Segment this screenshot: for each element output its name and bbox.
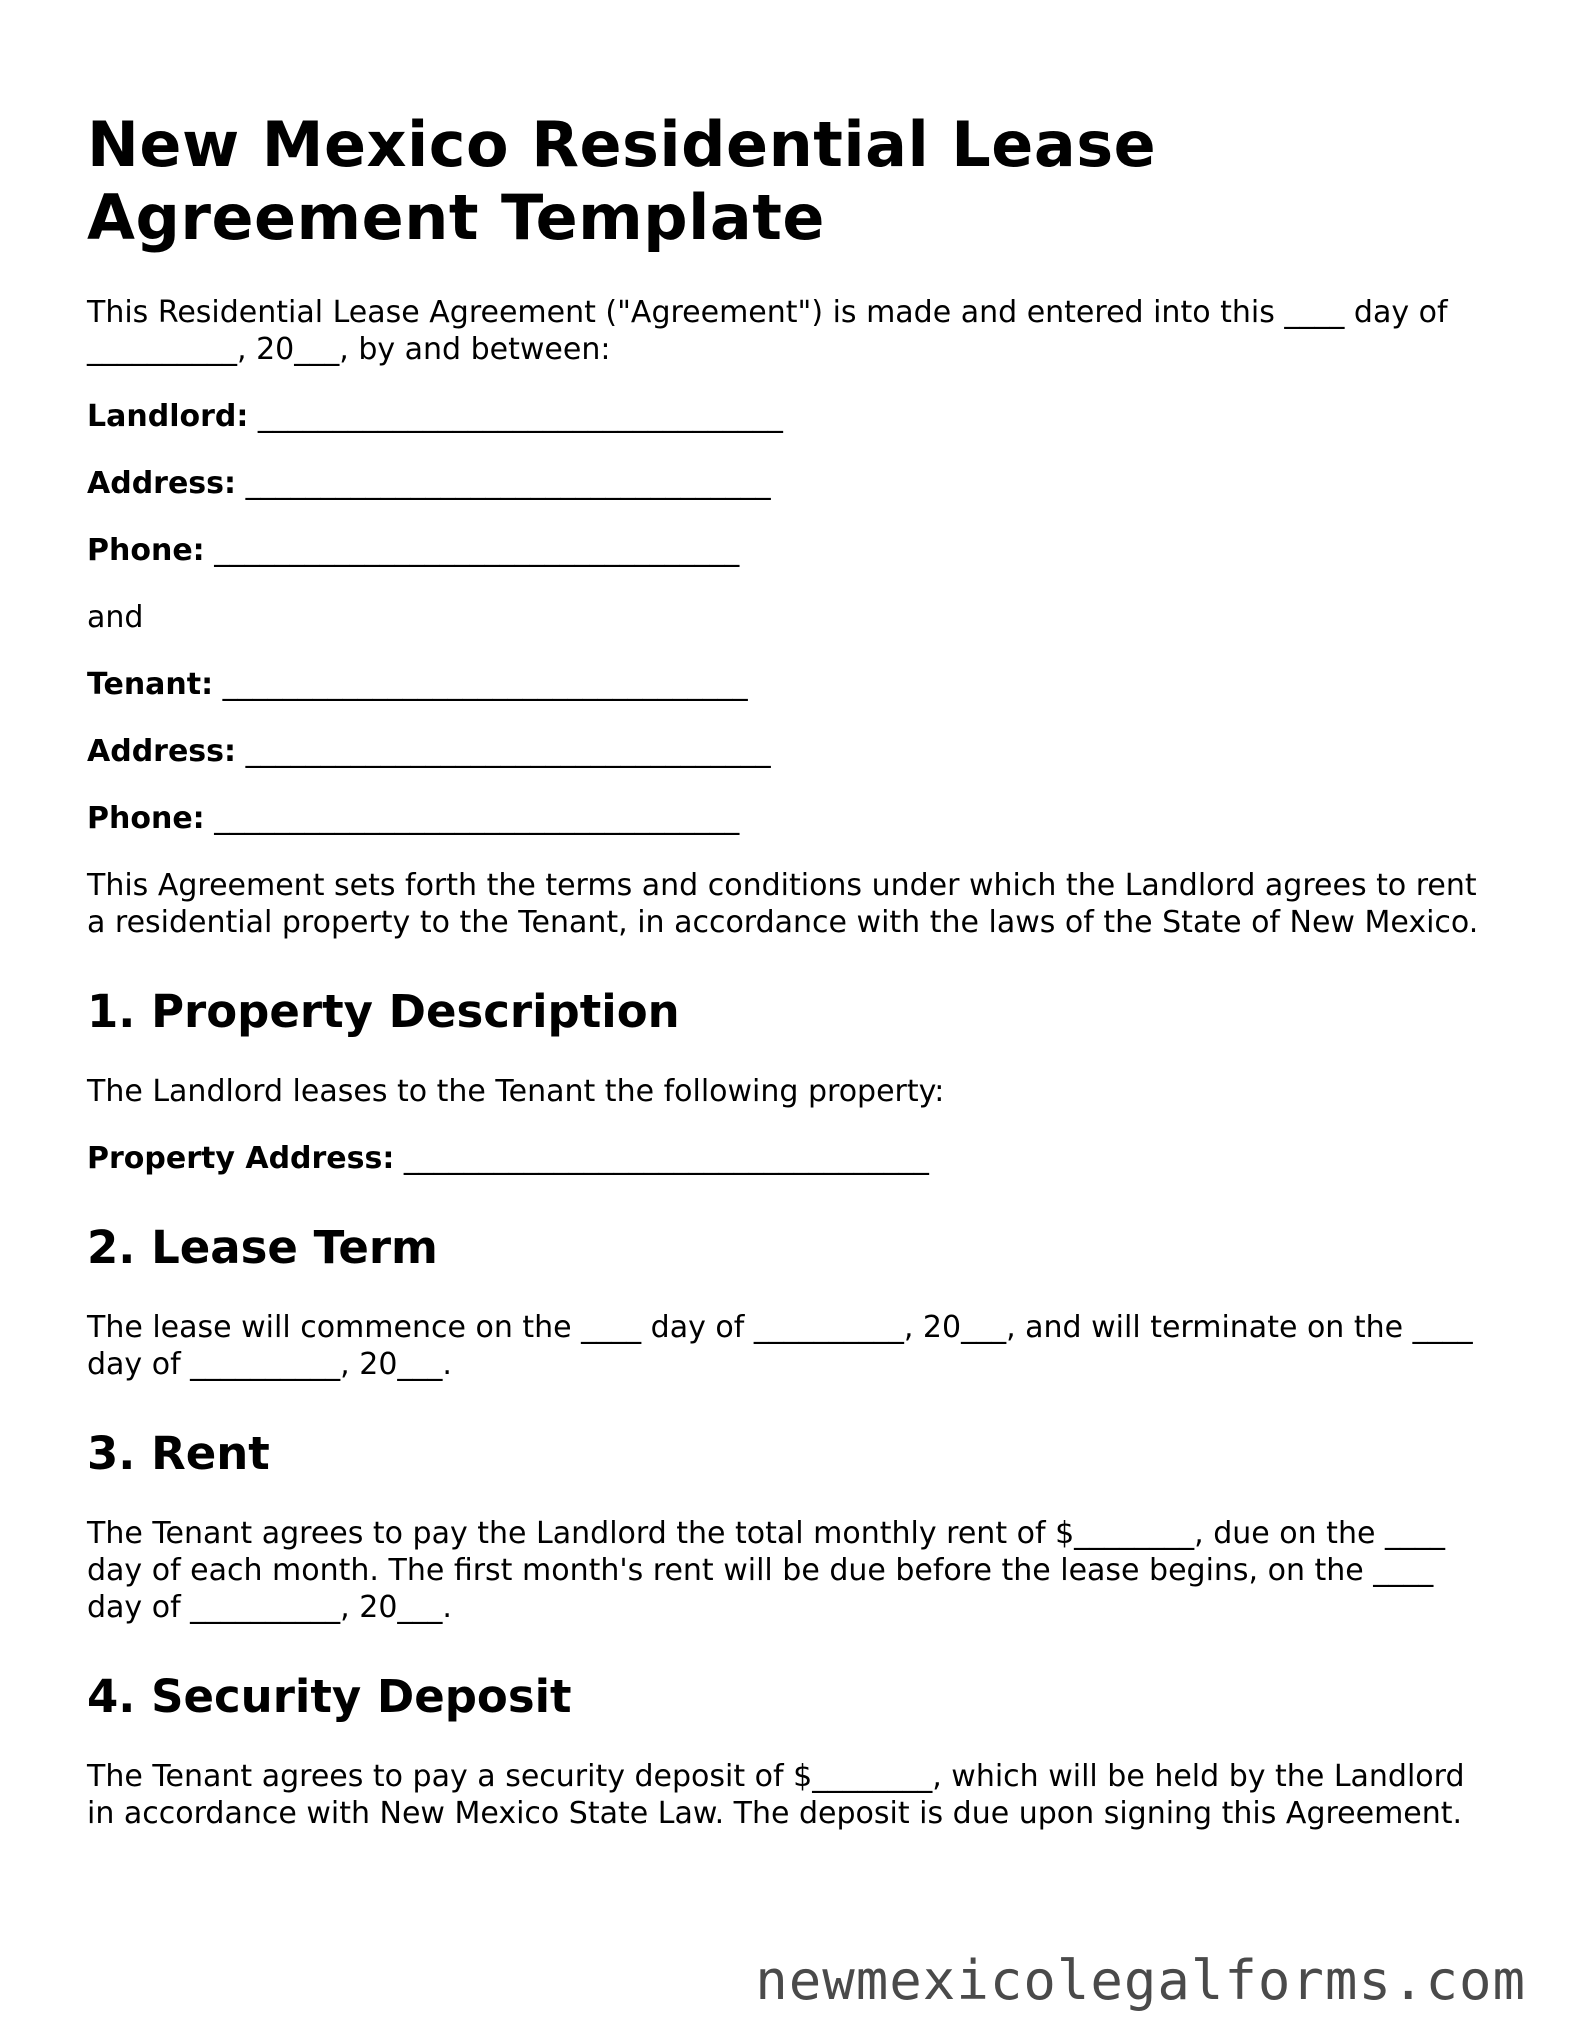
purpose-paragraph: This Agreement sets forth the terms and conditions under which the Landlord agrees to rent a residential property to the Tenant, in accordance with the laws of the State of New Mexico. — [87, 868, 1479, 940]
landlord-phone-field — [87, 532, 1497, 569]
section-heading-rent: 3. Rent — [87, 1427, 270, 1480]
section-heading-property: 1. Property Description — [87, 985, 680, 1038]
landlord-phone-label: Phone: — [87, 533, 205, 568]
section-heading-security-deposit: 4. Security Deposit — [87, 1670, 572, 1723]
landlord-address-label: Address: — [87, 466, 237, 501]
and-text: and — [87, 600, 144, 635]
document-title: New Mexico Residential Lease Agreement Template — [87, 108, 1157, 254]
property-address-label: Property Address: — [87, 1141, 395, 1176]
tenant-address-label: Address: — [87, 734, 237, 769]
tenant-phone-field — [87, 800, 1497, 837]
landlord-address-blank[interactable]: ___________________________________ — [245, 466, 771, 501]
tenant-phone-label: Phone: — [87, 801, 205, 836]
tenant-address-field — [87, 733, 1497, 770]
landlord-name-blank[interactable]: ___________________________________ — [257, 399, 783, 434]
document-page — [87, 108, 1497, 1862]
property-paragraph: The Landlord leases to the Tenant the following property: — [87, 1074, 945, 1109]
tenant-address-blank[interactable]: ___________________________________ — [245, 734, 771, 769]
landlord-phone-blank[interactable]: ___________________________________ — [214, 533, 740, 568]
watermark-text: newmexicolegalforms.com — [755, 1949, 1526, 2012]
tenant-name-blank[interactable]: ___________________________________ — [222, 667, 748, 702]
rent-paragraph: The Tenant agrees to pay the Landlord the total monthly rent of $________, due on the ____ day of each month. The first month's rent will be due before the lease begins, on the ____ day of __________, 20___. — [87, 1516, 1445, 1625]
tenant-phone-blank[interactable]: ___________________________________ — [214, 801, 740, 836]
property-address-field — [87, 1140, 1497, 1177]
landlord-name-field — [87, 398, 1497, 435]
section-heading-lease-term: 2. Lease Term — [87, 1221, 438, 1274]
tenant-name-field — [87, 666, 1497, 703]
security-deposit-paragraph: The Tenant agrees to pay a security deposit of $________, which will be held by the Landlord in accordance with New Mexico State Law. The deposit is due upon signing this Agreement. — [87, 1759, 1465, 1831]
landlord-address-field — [87, 465, 1497, 502]
tenant-name-label: Tenant: — [87, 667, 214, 702]
landlord-name-label: Landlord: — [87, 399, 249, 434]
property-address-blank[interactable]: ___________________________________ — [403, 1141, 929, 1176]
intro-paragraph: This Residential Lease Agreement ("Agreement") is made and entered into this ____ day of __________, 20___, by and between: — [87, 295, 1448, 367]
lease-term-paragraph: The lease will commence on the ____ day of __________, 20___, and will terminate on the ____ day of __________, 20___. — [87, 1310, 1473, 1382]
